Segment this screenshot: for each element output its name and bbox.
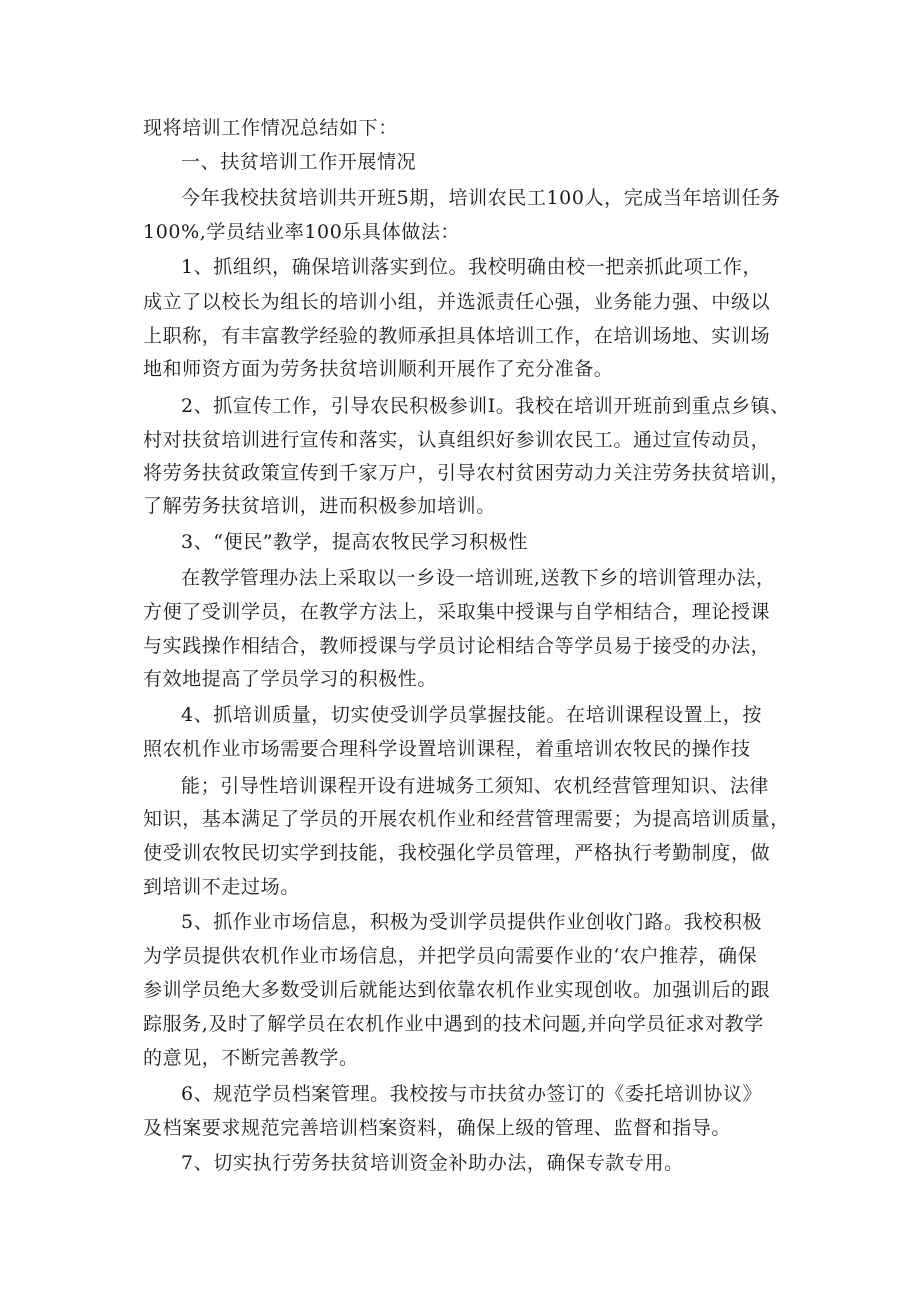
text-line: 100%,学员结业率100乐具体做法：: [143, 221, 461, 243]
text-line: 能；引导性培训课程开设有进城务工须知、农机经营管理知识、法律: [181, 775, 770, 797]
text-line: 与实践操作相结合，教师授课与学员讨论相结合等学员易于接受的办法，: [143, 635, 771, 657]
text-line: 有效地提高了学员学习的积极性。: [143, 668, 438, 690]
text-line: 及档案要求规范完善培训档案资料，确保上级的管理、监督和指导。: [143, 1117, 732, 1139]
item-2-line: 2、抓宣传工作，引导农民积极参训I。我校在培训开班前到重点乡镇、: [181, 395, 790, 417]
text-line: 成立了以校长为组长的培训小组，并选派责任心强，业务能力强、中级以: [143, 291, 771, 313]
section-heading: 一、扶贫培训工作开展情况: [181, 151, 417, 173]
text-line: 参训学员绝大多数受训后就能达到依靠农机作业实现创收。加强训后的跟: [143, 979, 771, 1001]
text-line: 照农机作业市场需要合理科学设置培训课程，着重培训农牧民的操作技: [143, 738, 751, 760]
item-3-line: 3、“便民”教学，提高农牧民学习积极性: [181, 531, 528, 553]
text-line: 了解劳务扶贫培训，进而积极参加培训。: [143, 495, 496, 517]
text-line: 使受训农牧民切实学到技能，我校强化学员管理，严格执行考勤制度，做: [143, 842, 771, 864]
item-7-line: 7、切实执行劳务扶贫培训资金补助办法，确保专款专用。: [181, 1152, 684, 1174]
text-line: 到培训不走过场。: [143, 876, 300, 898]
text-line: 今年我校扶贫培训共开班5期，培训农民工100人，完成当年培训任务: [181, 187, 781, 209]
text-line: 为学员提供农机作业市场信息，并把学员向需要作业的‘农户推荐，确保: [143, 945, 758, 967]
item-6-line: 6、规范学员档案管理。我校按与市扶贫办签订的《委托培训协议》: [181, 1083, 763, 1105]
text-line: 村对扶贫培训进行宣传和落实，认真组织好参训农民工。通过宣传动员，: [143, 429, 771, 451]
item-5-line: 5、抓作业市场信息，积极为受训学员提供作业创收门路。我校积极: [181, 911, 763, 933]
text-line: 在教学管理办法上采取以一乡设一培训班,送教下乡的培训管理办法，: [181, 567, 776, 589]
item-4-line: 4、抓培训质量，切实使受训学员掌握技能。在培训课程设置上，按: [181, 704, 763, 726]
text-line: 将劳务扶贫政策宣传到千家万户，引导农村贫困劳动力关注劳务扶贫培训，: [143, 462, 790, 484]
text-line: 踪服务,及时了解学员在农机作业中遇到的技术问题,并向学员征求对教学: [143, 1013, 764, 1035]
text-line: 知识，基本满足了学员的开展农机作业和经营管理需要；为提高培训质量，: [143, 808, 790, 830]
text-line: 的意见，不断完善教学。: [143, 1047, 359, 1069]
text-line: 上职称，有丰富教学经验的教师承担具体培训工作，在培训场地、实训场: [143, 325, 771, 347]
item-1-line: 1、抓组织，确保培训落实到位。我校明确由校一把亲抓此项工作，: [181, 256, 763, 278]
text-line: 地和师资方面为劳务扶贫培训顺利开展作了充分准备。: [143, 358, 614, 380]
text-line-intro: 现将培训工作情况总结如下：: [143, 117, 398, 139]
text-line: 方便了受训学员，在教学方法上，采取集中授课与自学相结合，理论授课: [143, 601, 771, 623]
